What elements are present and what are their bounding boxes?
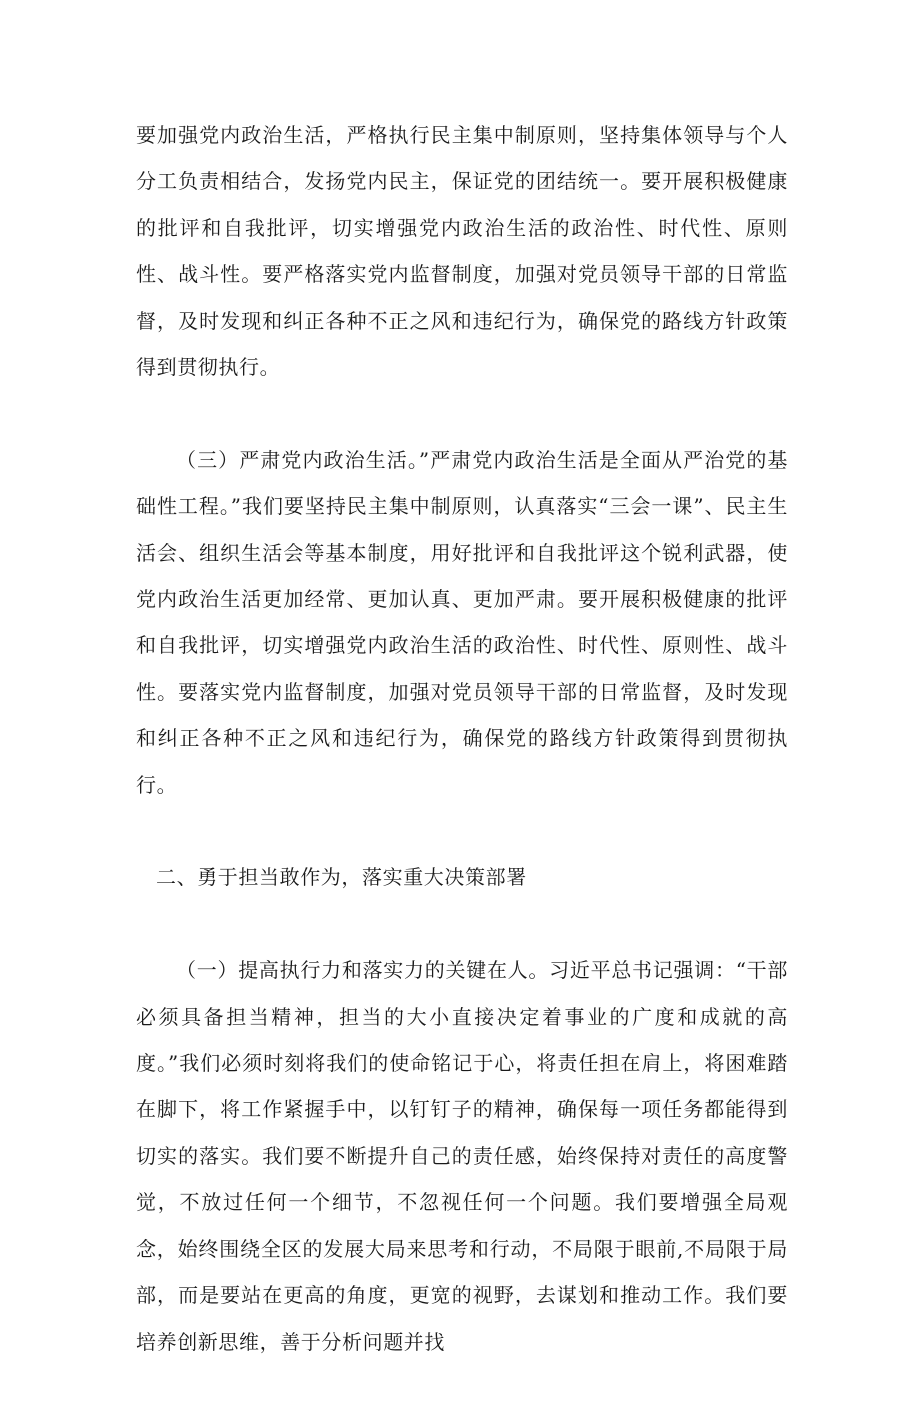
section-heading-2: 二、勇于担当敢作为，落实重大决策部署 <box>156 865 527 890</box>
paragraph-continuation: 要加强党内政治生活，严格执行民主集中制原则，坚持集体领导与个人分工负责相结合，发扬党内民主，保证党的团结统一。要开展积极健康的批评和自我批评，切实增强党内政治生活的政治性、时代性、原则性、战斗性。要严格落实党内监督制度，加强对党员领导干部的日常监督，及时发现和纠正各种不正之风和违纪行为，确保党的路线方针政策得到贯彻执行。 <box>136 123 788 380</box>
paragraph-section-3: （三）严肃党内政治生活。”严肃党内政治生活是全面从严治党的基础性工程。”我们要坚持民主集中制原则，认真落实“三会一课”、民主生活会、组织生活会等基本制度，用好批评和自我批评这个锐利武器，使党内政治生活更加经常、更加认真、更加严肃。要开展积极健康的批评和自我批评，切实增强党内政治生活的政治性、时代性、原则性、战斗性。要落实党内监督制度，加强对党员领导干部的日常监督，及时发现和纠正各种不正之风和违纪行为，确保党的路线方针政策得到贯彻执行。 <box>136 447 788 797</box>
paragraph-subsection-1: （一）提高执行力和落实力的关键在人。习近平总书记强调：“干部必须具备担当精神，担当的大小直接决定着事业的广度和成就的高度。”我们必须时刻将我们的使命铭记于心，将责任担在肩上，将困难踏在脚下，将工作紧握手中，以钉钉子的精神，确保每一项任务都能得到切实的落实。我们要不断提升自己的责任感，始终保持对责任的高度警觉，不放过任何一个细节，不忽视任何一个问题。我们要增强全局观念，始终围绕全区的发展大局来思考和行动，不局限于眼前,不局限于局部，而是要站在更高的角度，更宽的视野，去谋划和推动工作。我们要培养创新思维，善于分析问题并找 <box>136 958 788 1354</box>
document-body <box>136 112 788 1411</box>
